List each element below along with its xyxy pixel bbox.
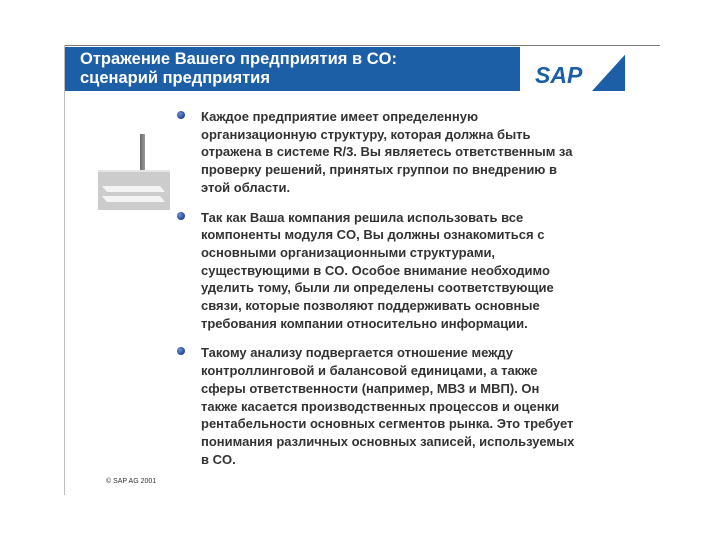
bullet-list — [175, 108, 645, 480]
bullet-1-line-3: отражена в системе R/3. Вы являетесь ответственным за — [201, 144, 573, 160]
bullet-item-2 — [175, 209, 645, 333]
bullet-text-1 — [201, 108, 645, 197]
left-divider — [64, 45, 65, 495]
bullet-3-line-5: рентабельности основных сегментов рынка. Это требует — [201, 416, 574, 432]
bullet-2-line-1: Так как Ваша компания решила использовать все — [201, 209, 524, 225]
bullet-dot-icon — [177, 347, 185, 355]
bullet-3-line-4: также касается производственных процессов и оценки — [201, 398, 560, 414]
factory-icon — [98, 134, 178, 214]
bullet-3-line-2: контроллинговой и балансовой единицами, а также — [201, 363, 538, 379]
copyright-notice: © SAP AG 2001 — [106, 478, 157, 485]
bullet-2-line-2: компоненты модуля CO, Вы должны ознакомиться с — [201, 227, 545, 243]
bullet-1-line-1: Каждое предприятие имеет определенную — [201, 109, 479, 124]
bullet-3-line-3: сферы ответственности (например, МВЗ и МВП). Он — [201, 380, 540, 396]
factory-graphic — [98, 134, 178, 214]
bullet-3-line-7: в CO. — [201, 451, 236, 467]
bullet-item-1 — [175, 108, 645, 197]
sap-logo-graphic — [520, 47, 632, 91]
sap-logo-text: SAP — [535, 62, 583, 88]
slide-title-line-1: Отражение Вашего предприятия в CO: — [80, 50, 397, 68]
slide-title-line-2: сценарий предприятия — [80, 69, 270, 87]
slide-title — [80, 50, 520, 88]
bullet-2-line-4: существующими в CO. Особое внимание необходимо — [201, 262, 550, 278]
bullet-1-line-4: проверку решений, принятых группои по внедрению в — [201, 162, 558, 178]
bullet-3-line-1: Такому анализу подвергается отношение между — [201, 345, 514, 361]
bullet-dot-icon — [177, 111, 185, 119]
sap-logo — [520, 47, 632, 91]
bullet-1-line-2: организационную структуру, которая должна быть — [201, 126, 531, 142]
bullet-2-line-3: основными организационными структурами, — [201, 244, 496, 260]
bullet-dot-icon — [177, 212, 185, 220]
bullet-1-line-5: этой области. — [201, 179, 291, 195]
bullet-text-2 — [201, 209, 645, 333]
bullet-text-3 — [201, 344, 645, 468]
bullet-item-3 — [175, 344, 645, 468]
bullet-3-line-6: понимания различных основных записей, используемых — [201, 433, 575, 449]
bullet-2-line-7: требования компании относительно информации. — [201, 315, 528, 331]
bullet-2-line-5: уделить тому, были ли определены соответствующие — [201, 280, 554, 296]
bullet-2-line-6: связи, которые позволяют поддерживать основные — [201, 298, 540, 314]
top-divider — [64, 45, 660, 46]
